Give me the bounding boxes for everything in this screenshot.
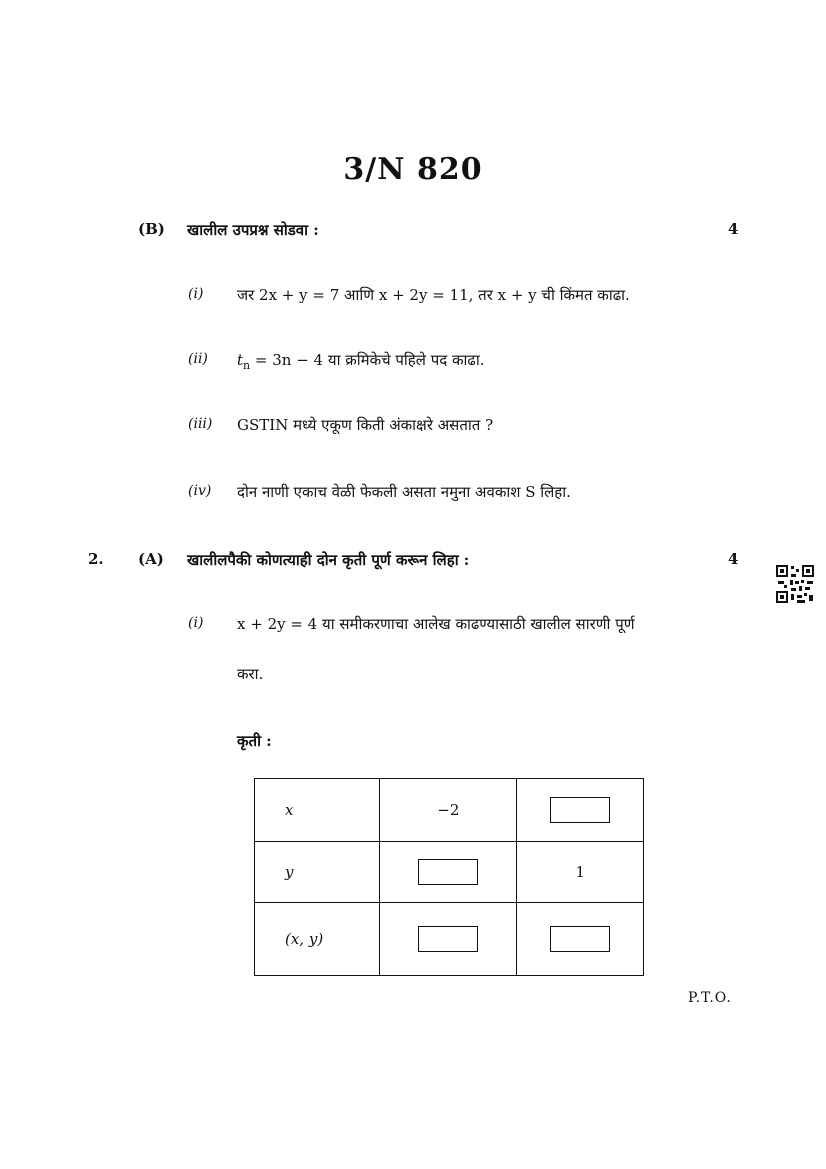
item-text-continued: करा. [237, 665, 264, 683]
item-number: (i) [188, 286, 204, 302]
section-a-instruction: खालीलपैकी कोणत्याही दोन कृती पूर्ण करून लिहा : [187, 551, 470, 569]
table-cell: −2 [380, 779, 517, 842]
answer-box[interactable] [550, 926, 610, 952]
table-cell [380, 842, 517, 903]
item-text: जर 2x + y = 7 आणि x + 2y = 11, तर x + y ची किंमत काढा. [237, 286, 630, 304]
answer-box[interactable] [550, 797, 610, 823]
qr-code-icon [775, 564, 815, 604]
item-text: = 3n − 4 या क्रमिकेचे पहिले पद काढा. [254, 351, 485, 369]
question-number: 2. [88, 550, 104, 568]
section-a-marks: 4 [728, 550, 739, 568]
answer-box[interactable] [418, 926, 478, 952]
row-label: (x, y) [255, 903, 380, 976]
section-b-instruction: खालील उपप्रश्न सोडवा : [187, 221, 319, 239]
table-cell [517, 903, 644, 976]
item-number: (iv) [188, 483, 212, 499]
item-number: (i) [188, 615, 204, 631]
item-text: दोन नाणी एकाच वेळी फेकली असता नमुना अवकाश S लिहा. [237, 483, 571, 501]
section-a-label: (A) [138, 550, 164, 568]
table-row [255, 903, 644, 976]
section-b-marks: 4 [728, 220, 739, 238]
item-text: x + 2y = 4 या समीकरणाचा आलेख काढण्यासाठी खालील सारणी पूर्ण [237, 615, 635, 633]
table-row [255, 779, 644, 842]
row-label: x [255, 779, 380, 842]
item-number: (ii) [188, 351, 208, 367]
page-turn-note: P.T.O. [688, 990, 732, 1006]
activity-table [254, 778, 644, 976]
table-row [255, 842, 644, 903]
paper-code: 3/N 820 [343, 152, 483, 187]
answer-box[interactable] [418, 859, 478, 885]
activity-label: कृती : [237, 732, 272, 750]
table-cell [380, 903, 517, 976]
table-cell [517, 779, 644, 842]
table-cell: 1 [517, 842, 644, 903]
term-index: n [243, 359, 251, 372]
term-variable: t [237, 351, 244, 369]
sequence-term [237, 350, 484, 372]
item-text: GSTIN मध्ये एकूण किती अंकाक्षरे असतात ? [237, 416, 494, 434]
row-label: y [255, 842, 380, 903]
item-number: (iii) [188, 416, 213, 432]
section-b-label: (B) [138, 220, 165, 238]
